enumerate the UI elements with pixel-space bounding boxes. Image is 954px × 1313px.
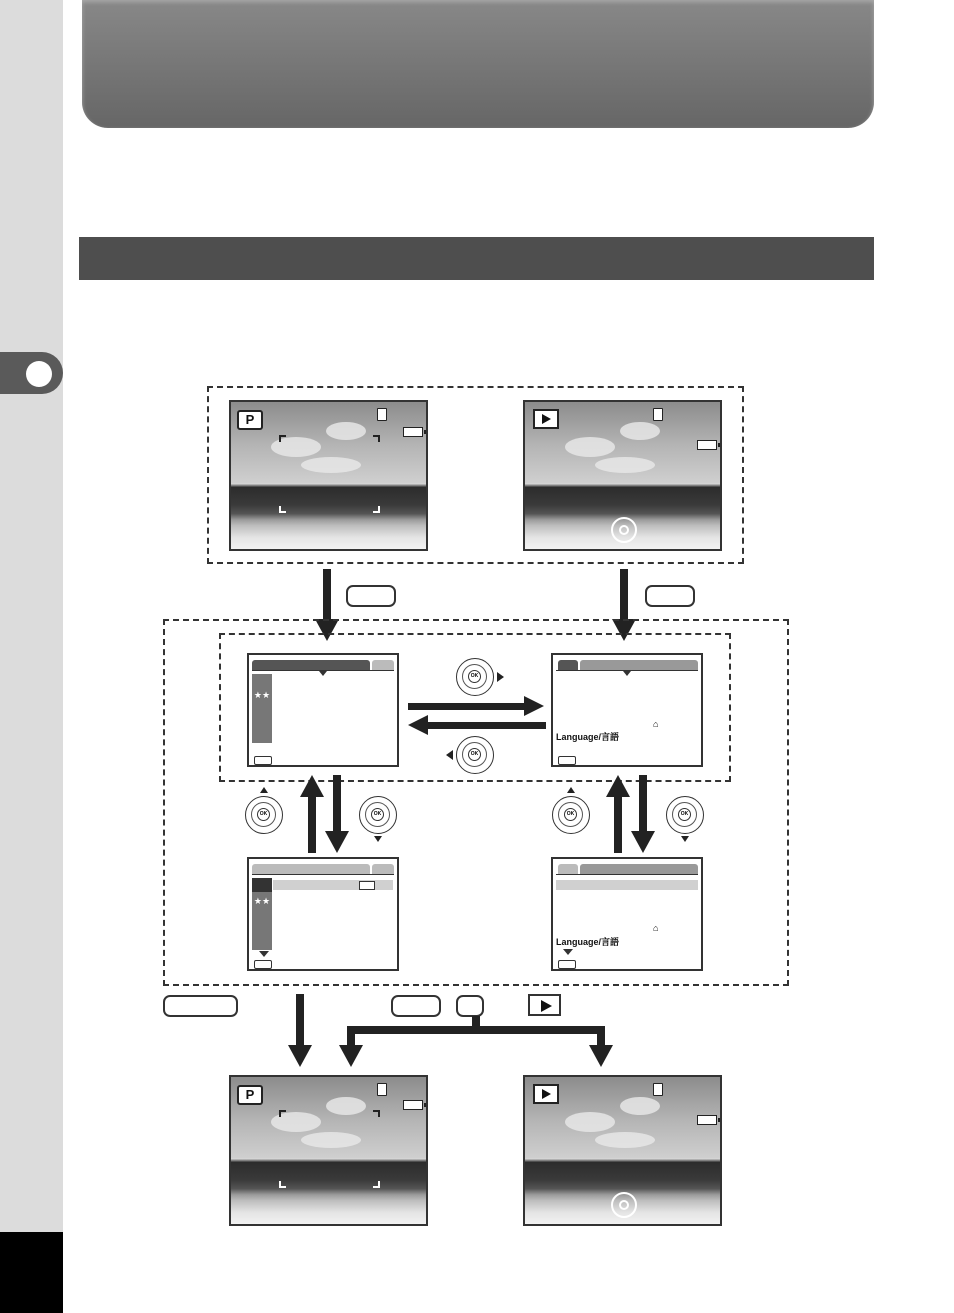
- rec-mode-menu-item-screen: ★★: [247, 857, 399, 971]
- down-arrow-left: [323, 569, 331, 621]
- playback-mode-icon: [533, 1084, 559, 1104]
- sd-card-icon: [377, 408, 387, 421]
- playback-mode-icon: [533, 409, 559, 429]
- down-arrow-bottom-left: [296, 994, 304, 1046]
- four-way-controller-up-right: OK: [552, 796, 590, 834]
- four-way-controller-down-right: OK: [666, 796, 704, 834]
- page-number-block: [0, 1232, 63, 1313]
- ok-key-bottom: [456, 995, 484, 1017]
- left-arrow: [428, 722, 546, 729]
- right-arrow: [408, 703, 526, 710]
- four-way-controller-up-left: OK: [245, 796, 283, 834]
- four-way-controller-right: OK: [456, 658, 494, 696]
- setting-menu-item-screen: [551, 857, 703, 971]
- battery-icon: [697, 1115, 717, 1125]
- playback-key-bottom: [528, 994, 561, 1016]
- four-way-controller-left: OK: [456, 736, 494, 774]
- language-label-2: Language/言語: [556, 937, 620, 947]
- home-icon: ⌂: [653, 923, 659, 933]
- four-way-controller-icon: [611, 1192, 637, 1218]
- playback-screen-bottom: [523, 1075, 722, 1226]
- down-arrow-right: [620, 569, 628, 621]
- page-sidebar: [0, 0, 63, 1313]
- setting-menu-screen: [551, 653, 703, 767]
- playback-screen-top: [523, 400, 722, 551]
- chapter-marker: [26, 361, 52, 387]
- four-way-controller-down-left: OK: [359, 796, 397, 834]
- four-way-controller-icon: [611, 517, 637, 543]
- up-arrow-left: [308, 795, 316, 853]
- battery-icon: [403, 427, 423, 437]
- shutter-release-key: [163, 995, 238, 1017]
- sd-card-icon: [653, 408, 663, 421]
- capture-screen-top: [229, 400, 428, 551]
- program-mode-icon: P: [237, 410, 263, 430]
- battery-icon: [697, 440, 717, 450]
- branch-bar: [347, 1026, 605, 1034]
- section-heading-bar: [79, 237, 874, 280]
- up-arrow-right: [614, 795, 622, 853]
- chapter-title-banner: [82, 0, 874, 128]
- capture-screen-bottom: [229, 1075, 428, 1226]
- battery-icon: [403, 1100, 423, 1110]
- rec-mode-menu-screen: ★★: [247, 653, 399, 767]
- language-label: Language/言語: [556, 732, 620, 742]
- sd-card-icon: [377, 1083, 387, 1096]
- home-icon: ⌂: [653, 719, 659, 729]
- down-arrow-left-inner: [333, 775, 341, 833]
- menu-key-left: [346, 585, 396, 607]
- down-arrow-right-inner: [639, 775, 647, 833]
- menu-key-bottom: [391, 995, 441, 1017]
- sd-card-icon: [653, 1083, 663, 1096]
- menu-key-right: [645, 585, 695, 607]
- program-mode-icon: P: [237, 1085, 263, 1105]
